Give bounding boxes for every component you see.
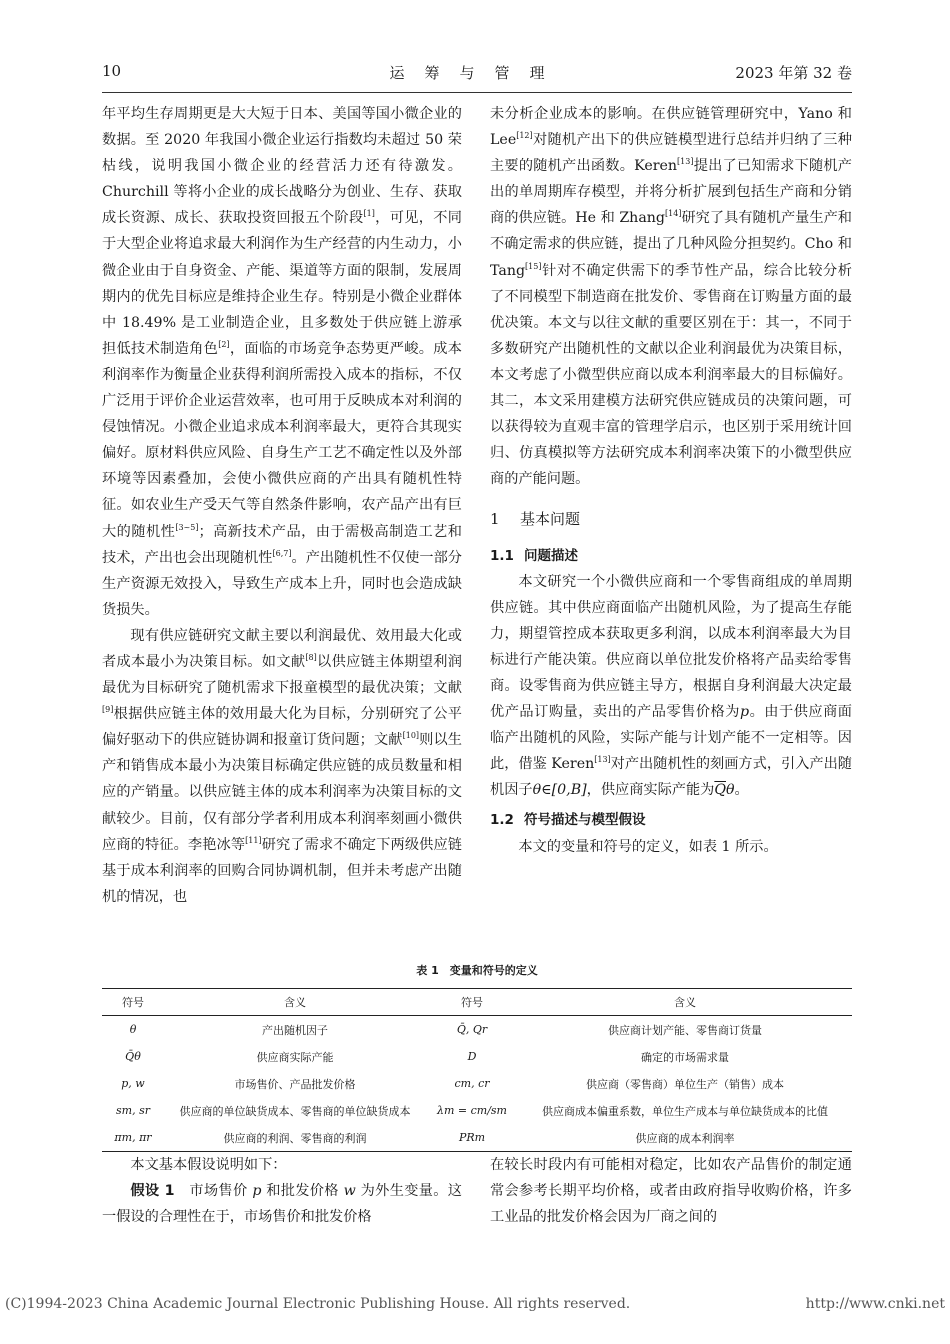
bottom-left-column: [102, 1152, 462, 1230]
citation[interactable]: [14]: [665, 209, 682, 219]
paragraph: 本文的变量和符号的定义，如表 1 所示。: [518, 838, 778, 855]
paragraph: 本文研究一个小微供应商和一个零售商组成的单周期供应链。其中供应商面临产出随机风险，为了提高生存能力，期望管控成本获取更多利润，以成本利润率最大为目标进行产能决策。供应商以单位批发价格将产品卖给零售商。设零售商为供应链主导方，根据自身利润最大决定最优产品订购量，卖出的产品零售价格为p。由于供应商面临产出随机的风险，实际产能与计划产能不一定相等。因此，借鉴 Keren[13]对产出随机性的刻画方式，引入产出随机因子θ∈[0,B]，供应商实际产能为$\overline{Q}\theta$。: [490, 573, 852, 799]
footer-link[interactable]: http://www.cnki.net: [805, 1296, 945, 1312]
paragraph: 假设 1 市场售价 p 和批发价格 w 为外生变量。这一假设的合理性在于，市场售价和批发价格: [102, 1183, 462, 1226]
subsection-heading: 1.2 符号描述与模型假设: [490, 812, 646, 829]
citation[interactable]: [15]: [525, 261, 542, 271]
copyright-text: (C)1994-2023 China Academic Journal Electronic Publishing House. All rights reserved.: [5, 1296, 631, 1312]
table-header: 符号: [426, 989, 518, 1016]
citation[interactable]: [8]: [305, 652, 317, 662]
table-header: 含义: [518, 989, 852, 1016]
table-row: p, w 市场售价、产品批发价格 cm, cr 供应商（零售商）单位生产（销售）成本: [121, 1077, 784, 1091]
citation[interactable]: [11]: [245, 835, 262, 845]
citation[interactable]: [2]: [218, 339, 230, 349]
header-rule: [102, 92, 852, 93]
bottom-right-column: [490, 1152, 852, 1230]
table-row: Q̄θ 供应商实际产能 D 确定的市场需求量: [125, 1050, 729, 1064]
table-header: 符号: [102, 989, 164, 1016]
page-number: 10: [102, 62, 122, 80]
journal-title: 运筹与管理: [389, 64, 565, 82]
assumption-label: 假设 1: [130, 1183, 175, 1200]
journal-volume: 2023 年第 32 卷: [735, 64, 852, 82]
paragraph: 现有供应链研究文献主要以利润最优、效用最大化或者成本最小为决策目标。如文献[8]以供应链主体期望利润最优为目标研究了随机需求下报童模型的最优决策；文献[9]根据供应链主体的效用最大化为目标，分别研究了公平偏好驱动下的供应链协调和报童订货问题；文献[10]则以生产和销售成本最小为决策目标确定供应链的成员数量和相应的产销量。以供应链主体的成本利润率为决策目标的文献较少。目前，仅有部分学者利用成本利润率刻画小微供应商的特征。李艳冰等[11]研究了需求不确定下两级供应链基于成本利润率的回购合同协调机制，但并未考虑产出随机的情况，也: [102, 627, 462, 905]
right-column: [490, 101, 852, 860]
citation[interactable]: [13]: [594, 755, 611, 765]
table-row: θ 产出随机因子 Q̄, Qr 供应商计划产能、零售商订货量: [129, 1023, 762, 1037]
symbol-table: [102, 988, 852, 1152]
subsection-heading: 1.1 问题描述: [490, 547, 578, 564]
paragraph: 在较长时段内有可能相对稳定，比如农产品售价的制定通常会参考长期平均价格，或者由政府指导收购价格，许多工业品的批发价格会因为厂商之间的: [490, 1157, 852, 1226]
citation[interactable]: [3~5]: [175, 522, 199, 532]
table-header: 含义: [164, 989, 426, 1016]
table-row: πm, πr 供应商的利润、零售商的利润 PRm 供应商的成本利润率: [102, 1124, 852, 1152]
table-caption: 表 1 变量和符号的定义: [416, 964, 538, 977]
citation[interactable]: [1]: [363, 209, 375, 219]
table-row: sm, sr 供应商的单位缺货成本、零售商的单位缺货成本 λm = cm/sm 供应商成本偏重系数，单位生产成本与单位缺货成本的比值: [116, 1104, 828, 1118]
section-heading: 1 基本问题: [490, 510, 581, 529]
paragraph: 年平均生存周期更是大大短于日本、美国等国小微企业的数据。至 2020 年我国小微企业运行指数均未超过 50 荣枯线，说明我国小微企业的经营活力还有待激发。Churchill 等将小企业的成长战略分为创业、生存、获取成长资源、成长、获取投资回报五个阶段[1]，可见，不同于大型企业将追求最大利润作为生产经营的内生动力，小微企业由于自身资金、产能、渠道等方面的限制，发展周期内的优先目标应是维持企业生存。特别是小微企业群体中 18.49% 是工业制造企业，且多数处于供应链上游承担低技术制造角色[2]，面临的市场竞争态势更严峻。成本利润率作为衡量企业获得利润所需投入成本的指标，不仅广泛用于评价企业运营效率，也可用于反映成本对利润的侵蚀情况。小微企业追求成本利润率最大，更符合其现实偏好。原材料供应风险、自身生产工艺不确定性以及外部环境等因素叠加，会使小微供应商的产出具有随机性特征。如农业生产受天气等自然条件影响，农产品产出有巨大的随机性[3~5]；高新技术产品，由于需极高制造工艺和技术，产出也会出现随机性[6,7]。产出随机性不仅使一部分生产资源无效投入，导致生产成本上升，同时也会造成缺货损失。: [102, 106, 462, 618]
citation[interactable]: [13]: [677, 157, 694, 167]
paragraph: 未分析企业成本的影响。在供应链管理研究中，Yano 和 Lee[12]对随机产出下的供应链模型进行总结并归纳了三种主要的随机产出函数。Keren[13]提出了已知需求下随机产出的单周期库存模型，并将分析扩展到包括生产商和分销商的供应链。He 和 Zhang[14]研究了具有随机产量生产和不确定需求的供应链，提出了几种风险分担契约。Cho 和 Tang[15]针对不确定供需下的季节性产品，综合比较分析了不同模型下制造商在批发价、零售商在订购量方面的最优决策。本文与以往文献的重要区别在于：其一，不同于多数研究产出随机性的文献以企业利润最优为决策目标，本文考虑了小微型供应商以成本利润率最大的目标偏好。其二，本文采用建模方法研究供应链成员的决策问题，可以获得较为直观丰富的管理学启示，也区别于采用统计回归、仿真模拟等方法研究成本利润率决策下的小微型供应商的产能问题。: [490, 106, 852, 488]
paragraph: 本文基本假设说明如下：: [130, 1157, 287, 1173]
citation[interactable]: [6,7]: [272, 548, 292, 558]
citation[interactable]: [12]: [516, 131, 533, 141]
page-header: [102, 62, 852, 90]
citation[interactable]: [10]: [402, 731, 420, 741]
left-column: [102, 101, 462, 910]
citation[interactable]: [9]: [102, 705, 114, 715]
